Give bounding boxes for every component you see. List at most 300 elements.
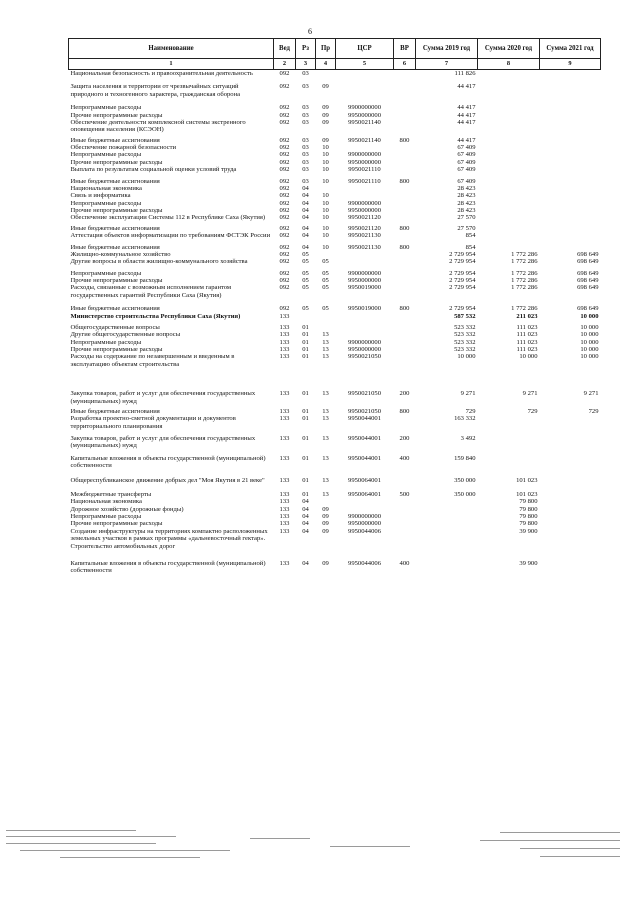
table-row (69, 320, 601, 331)
row-pr (316, 320, 336, 331)
row-pr: 05 (322, 269, 329, 277)
table-row (69, 77, 601, 98)
row-rz: 04 (302, 184, 309, 192)
row-sum-2021 (540, 498, 601, 505)
row-ved: 133 (279, 435, 290, 442)
row-sum-2021: 10 000 (580, 346, 599, 353)
row-ved: 133 (279, 520, 290, 528)
row-sum-2021 (540, 240, 601, 251)
row-vr (394, 70, 416, 78)
row-vr (394, 415, 416, 430)
row-csr: 9950000000 (348, 111, 381, 119)
row-ved: 133 (279, 346, 290, 353)
row-ved: 133 (279, 527, 290, 535)
row-sum-2019: 2 729 954 (449, 277, 476, 284)
row-sum-2019: 27 570 (457, 214, 476, 222)
row-sum-2019: 350 000 (454, 490, 476, 498)
row-ved: 133 (279, 353, 290, 361)
table-row (69, 112, 601, 119)
row-rz: 01 (302, 390, 309, 398)
row-pr (316, 185, 336, 192)
row-vr (394, 251, 416, 258)
table-body (69, 70, 601, 575)
row-vr (394, 119, 416, 134)
row-pr (316, 313, 336, 320)
row-rz: 04 (302, 527, 309, 535)
row-sum-2019 (416, 513, 478, 520)
row-pr (316, 251, 336, 258)
row-sum-2019: 523 332 (454, 338, 476, 346)
row-vr (394, 339, 416, 346)
table-row (69, 353, 601, 368)
row-pr: 09 (322, 513, 329, 520)
row-sum-2019: 523 332 (454, 331, 476, 339)
row-pr: 09 (322, 118, 329, 126)
row-sum-2020: 79 800 (519, 505, 538, 513)
row-sum-2021 (540, 159, 601, 166)
row-rz: 03 (302, 83, 309, 91)
row-rz: 04 (302, 199, 309, 207)
row-vr: 500 (399, 490, 410, 498)
row-csr: 9950044001 (348, 454, 381, 462)
row-csr: 9950000000 (348, 207, 381, 214)
row-ved: 092 (279, 104, 290, 112)
header-pr: Пр (316, 39, 336, 59)
row-sum-2020 (478, 232, 540, 239)
row-rz: 01 (302, 346, 309, 353)
row-name: Непрограммные расходы (70, 104, 142, 112)
row-name: Межбюджетные трансферты (70, 490, 152, 498)
row-pr: 13 (322, 346, 329, 353)
row-vr (394, 513, 416, 520)
row-ved: 092 (279, 111, 290, 119)
row-sum-2021 (540, 98, 601, 111)
row-ved: 092 (279, 184, 290, 192)
row-name: Национальная экономика (70, 498, 142, 506)
row-vr (394, 166, 416, 173)
row-ved: 092 (279, 166, 290, 174)
row-sum-2019: 729 (465, 407, 476, 415)
row-csr: 9950000000 (348, 520, 381, 528)
row-ved: 092 (279, 232, 290, 240)
colnum-2: 2 (274, 59, 296, 70)
row-sum-2021 (540, 222, 601, 232)
row-rz: 03 (302, 151, 309, 159)
row-sum-2021 (540, 430, 601, 450)
row-sum-2019: 523 332 (454, 323, 476, 331)
row-pr: 10 (322, 243, 329, 251)
row-vr (394, 277, 416, 284)
row-sum-2021 (540, 232, 601, 239)
table-row (69, 251, 601, 258)
row-rz: 03 (302, 144, 309, 151)
row-rz: 01 (302, 490, 309, 498)
row-sum-2020: 1 772 286 (511, 269, 538, 277)
row-ved: 092 (279, 199, 290, 207)
table-row (69, 144, 601, 151)
row-vr (394, 346, 416, 353)
row-pr: 10 (322, 192, 329, 200)
row-csr: 9950021110 (348, 177, 381, 185)
row-csr: 9950019000 (348, 284, 381, 292)
row-name: Национальная безопасность и правоохранительная деятельность (70, 70, 253, 77)
row-sum-2020 (478, 185, 540, 192)
row-csr: 9950021050 (348, 407, 381, 415)
row-csr: 9900000000 (348, 269, 381, 277)
row-pr: 13 (322, 353, 329, 361)
row-sum-2019: 523 332 (454, 346, 476, 353)
row-sum-2021 (540, 520, 601, 527)
row-sum-2019: 44 417 (457, 136, 476, 144)
colnum-3: 3 (296, 59, 316, 70)
row-ved: 092 (279, 284, 290, 292)
row-name: Иные бюджетные ассигнования (70, 224, 160, 232)
row-name: Общереспубликанское движение добрых дел "Моя Якутия в 21 веке" (70, 476, 265, 484)
row-rz: 01 (302, 323, 309, 331)
row-csr: 9950064001 (348, 476, 381, 484)
row-sum-2020 (478, 98, 540, 111)
row-name: Капитальные вложения в объекты государственной (муниципальной) собственности (70, 454, 266, 470)
row-name: Создание инфраструктуры на территориях компактно расположенных земельных участков в рамках программы «дальневосточный гектар». Строительство автомобильных дорог (70, 527, 268, 550)
row-csr: 9900000000 (348, 104, 381, 112)
colnum-5: 5 (336, 59, 394, 70)
row-rz: 04 (302, 207, 309, 214)
row-vr: 800 (399, 136, 410, 144)
row-name: Обеспечение деятельности комплексной системы экстренного оповещения населения (КСЭОН) (70, 118, 246, 134)
row-sum-2020 (478, 415, 540, 430)
row-name: Аттестация объектов информатизации по требованиям ФСТЭК России (70, 232, 271, 240)
table-row (69, 498, 601, 505)
row-vr (394, 506, 416, 513)
row-sum-2021: 10 000 (580, 338, 599, 346)
row-sum-2020: 79 800 (519, 520, 538, 528)
row-rz: 01 (302, 331, 309, 339)
row-sum-2020 (478, 430, 540, 450)
row-sum-2020 (478, 214, 540, 221)
row-sum-2020 (478, 144, 540, 151)
row-csr: 9900000000 (348, 199, 381, 207)
row-sum-2019: 28 423 (457, 207, 476, 214)
row-sum-2020 (478, 200, 540, 207)
row-pr (316, 70, 336, 78)
row-sum-2021 (540, 174, 601, 185)
row-sum-2021 (540, 77, 601, 98)
row-rz: 03 (302, 111, 309, 119)
table-row (69, 166, 601, 173)
row-name: Расходы, связанные с возможным исполнением гарантом государственных гарантий Республики Саха (Якутия) (70, 284, 232, 299)
row-csr: 9950044001 (348, 435, 381, 442)
row-sum-2020 (478, 70, 540, 78)
row-ved: 092 (279, 277, 290, 284)
table-row (69, 484, 601, 498)
row-rz: 04 (302, 192, 309, 200)
row-sum-2021 (540, 484, 601, 498)
row-csr: 9900000000 (348, 338, 381, 346)
table-row (69, 415, 601, 430)
row-sum-2021 (540, 151, 601, 158)
row-sum-2021 (540, 513, 601, 520)
row-ved: 133 (279, 454, 290, 462)
row-csr (336, 313, 394, 320)
table-row (69, 266, 601, 277)
row-sum-2019: 159 840 (454, 454, 476, 462)
colnum-6: 6 (394, 59, 416, 70)
row-pr: 13 (322, 490, 329, 498)
row-sum-2019: 27 570 (457, 224, 476, 232)
row-pr: 13 (322, 338, 329, 346)
row-name: Прочие непрограммные расходы (70, 520, 163, 528)
colnum-7: 7 (416, 59, 478, 70)
table-row (69, 430, 601, 450)
row-name: Другие общегосударственные вопросы (70, 331, 181, 339)
row-pr: 09 (322, 83, 329, 91)
row-vr (394, 151, 416, 158)
table-row (69, 299, 601, 312)
row-csr (336, 320, 394, 331)
table-row (69, 450, 601, 470)
row-name: Прочие непрограммные расходы (70, 277, 163, 284)
budget-table (68, 38, 601, 575)
row-sum-2019: 3 492 (460, 435, 476, 442)
row-pr: 09 (322, 505, 329, 513)
row-sum-2021 (540, 214, 601, 221)
row-pr: 13 (322, 454, 329, 462)
row-vr (394, 498, 416, 505)
row-name: Капитальные вложения в объекты государственной (муниципальной) собственности (70, 559, 266, 575)
row-rz: 04 (302, 505, 309, 513)
row-sum-2021 (540, 134, 601, 144)
row-ved: 092 (279, 118, 290, 126)
row-name: Иные бюджетные ассигнования (70, 136, 160, 144)
row-sum-2021 (540, 200, 601, 207)
colnum-9: 9 (540, 59, 601, 70)
row-csr (336, 331, 394, 338)
row-pr: 13 (322, 407, 329, 415)
row-name: Жилищно-коммунальное хозяйство (70, 250, 171, 258)
row-csr: 9950021140 (348, 118, 381, 126)
row-sum-2020: 111 023 (516, 331, 538, 339)
row-ved: 092 (279, 243, 290, 251)
row-ved: 092 (279, 207, 290, 214)
row-name: Выплата по результатам социальной оценки условий труда (70, 166, 237, 174)
row-rz: 01 (302, 407, 309, 415)
table-row (69, 185, 601, 192)
row-vr (394, 98, 416, 111)
row-rz: 04 (302, 243, 309, 251)
row-sum-2021 (540, 166, 601, 173)
table-row (69, 258, 601, 265)
row-name: Прочие непрограммные расходы (70, 158, 163, 166)
row-sum-2021: 10 000 (580, 331, 599, 339)
header-ved: Вед (274, 39, 296, 59)
row-ved: 092 (279, 83, 290, 91)
row-csr: 9950021130 (348, 232, 381, 240)
row-ved: 092 (279, 151, 290, 159)
row-csr: 9950000000 (348, 346, 381, 353)
row-name: Разработка проектно-сметной документации и документов территориального планирования (70, 415, 236, 430)
row-pr: 10 (322, 177, 329, 185)
row-sum-2021 (540, 207, 601, 214)
row-ved: 092 (279, 192, 290, 200)
header-name: Наименование (69, 39, 274, 59)
row-pr: 09 (322, 111, 329, 119)
row-name: Иные бюджетные ассигнования (70, 305, 160, 313)
row-rz: 04 (302, 513, 309, 520)
row-pr: 10 (322, 199, 329, 207)
row-sum-2020 (478, 159, 540, 166)
row-vr (394, 144, 416, 151)
row-sum-2020 (478, 192, 540, 199)
row-csr: 9950000000 (348, 277, 381, 284)
row-rz: 05 (302, 258, 309, 266)
row-sum-2021: 698 649 (577, 305, 599, 313)
row-sum-2020 (478, 240, 540, 251)
row-name: Непрограммные расходы (70, 513, 142, 520)
row-vr (394, 331, 416, 338)
row-ved: 133 (279, 390, 290, 398)
table-row (69, 368, 601, 405)
row-sum-2020 (478, 119, 540, 134)
table-row (69, 339, 601, 346)
table-row (69, 232, 601, 239)
row-sum-2020 (478, 134, 540, 144)
row-vr (394, 200, 416, 207)
row-sum-2019: 2 729 954 (449, 305, 476, 313)
row-sum-2021 (540, 185, 601, 192)
row-sum-2021: 10 000 (580, 312, 599, 320)
row-pr: 05 (322, 258, 329, 266)
row-rz: 01 (302, 476, 309, 484)
table-row (69, 520, 601, 527)
row-sum-2021 (540, 119, 601, 134)
row-sum-2019: 28 423 (457, 184, 476, 192)
row-ved: 133 (279, 331, 290, 339)
row-rz: 03 (302, 70, 309, 77)
row-sum-2021: 698 649 (577, 284, 599, 292)
row-rz: 04 (302, 498, 309, 506)
row-sum-2019: 67 409 (457, 177, 476, 185)
header-rz: Рз (296, 39, 316, 59)
row-ved: 133 (279, 498, 290, 506)
row-ved: 133 (279, 415, 290, 423)
row-rz: 03 (302, 166, 309, 174)
row-sum-2021: 698 649 (577, 277, 599, 284)
row-vr: 800 (399, 177, 410, 185)
row-sum-2019 (416, 528, 478, 550)
row-name: Обеспечение пожарной безопасности (70, 144, 177, 151)
row-sum-2021 (540, 70, 601, 78)
row-csr: 9950021140 (348, 136, 381, 144)
row-name: Непрограммные расходы (70, 338, 142, 346)
row-sum-2021 (540, 450, 601, 470)
row-vr (394, 353, 416, 368)
row-sum-2020: 211 023 (516, 312, 538, 320)
row-rz: 05 (302, 269, 309, 277)
row-pr: 10 (322, 232, 329, 240)
row-sum-2020 (478, 450, 540, 470)
row-sum-2021 (540, 528, 601, 550)
row-sum-2019: 854 (465, 243, 476, 251)
row-name: Прочие непрограммные расходы (70, 111, 163, 119)
row-name: Непрограммные расходы (70, 269, 142, 277)
row-rz: 04 (302, 224, 309, 232)
row-sum-2021: 698 649 (577, 250, 599, 258)
row-ved: 133 (279, 323, 290, 331)
colnum-1: 1 (69, 59, 274, 70)
row-csr (336, 144, 394, 151)
row-rz: 04 (302, 214, 309, 222)
row-csr: 9900000000 (348, 513, 381, 520)
row-ved: 092 (279, 258, 290, 266)
row-pr: 13 (322, 331, 329, 339)
row-name: Другие вопросы в области жилищно-коммунального хозяйства (70, 258, 248, 266)
row-ved: 133 (279, 338, 290, 346)
table-row (69, 550, 601, 575)
row-rz (296, 313, 316, 320)
row-sum-2019: 44 417 (457, 111, 476, 119)
row-name: Национальная экономика (70, 184, 142, 192)
row-sum-2020 (478, 174, 540, 185)
row-sum-2020 (478, 151, 540, 158)
row-sum-2019: 44 417 (457, 118, 476, 126)
header-csr: ЦСР (336, 39, 394, 59)
header-sum-2019: Сумма 2019 год (416, 39, 478, 59)
row-sum-2019: 2 729 954 (449, 284, 476, 292)
row-name: Иные бюджетные ассигнования (70, 407, 160, 415)
row-name: Министерство строительства Республики Саха (Якутия) (70, 312, 241, 320)
row-pr: 13 (322, 390, 329, 398)
row-sum-2020 (478, 166, 540, 173)
row-rz: 03 (302, 136, 309, 144)
row-ved: 092 (279, 250, 290, 258)
row-sum-2020 (478, 222, 540, 232)
row-sum-2020 (478, 207, 540, 214)
page-number: 6 (308, 27, 312, 36)
table-row (69, 192, 601, 199)
table-row (69, 277, 601, 284)
header-sum-2021: Сумма 2021 год (540, 39, 601, 59)
row-sum-2021: 10 000 (580, 353, 599, 361)
table-row (69, 240, 601, 251)
row-vr: 400 (399, 559, 410, 567)
row-csr (336, 77, 394, 98)
row-pr: 13 (322, 415, 329, 423)
row-name: Непрограммные расходы (70, 199, 142, 207)
row-sum-2019: 44 417 (457, 83, 476, 91)
row-sum-2021: 9 271 (583, 390, 599, 398)
row-sum-2020: 111 023 (516, 346, 538, 353)
row-ved: 092 (279, 177, 290, 185)
row-rz: 01 (302, 415, 309, 423)
row-ved: 092 (279, 136, 290, 144)
colnum-8: 8 (478, 59, 540, 70)
row-sum-2019 (416, 550, 478, 575)
row-sum-2020: 9 271 (522, 390, 538, 398)
row-rz: 05 (302, 277, 309, 284)
row-csr: 9950021120 (348, 224, 381, 232)
row-sum-2019: 67 409 (457, 144, 476, 151)
row-vr (394, 232, 416, 239)
row-sum-2019: 163 332 (454, 415, 476, 423)
row-ved: 133 (279, 312, 290, 320)
table-row (69, 506, 601, 513)
row-csr (336, 498, 394, 505)
row-sum-2021 (540, 144, 601, 151)
row-pr: 13 (322, 476, 329, 484)
table-row (69, 470, 601, 484)
row-rz: 03 (302, 118, 309, 126)
row-vr (394, 470, 416, 484)
